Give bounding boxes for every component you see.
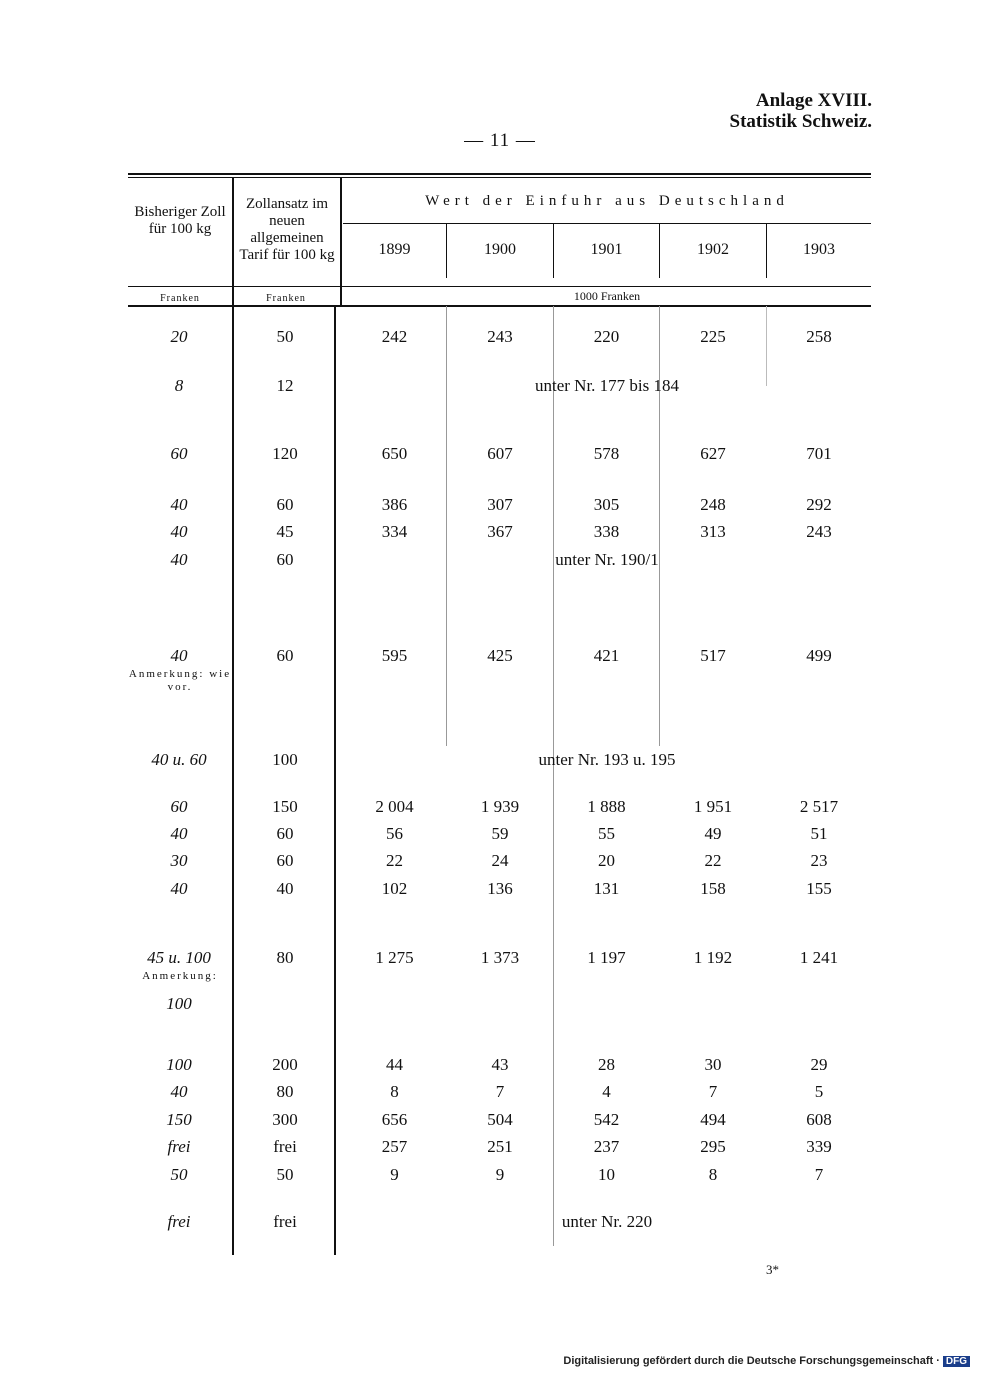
row-value-1900: 243: [487, 327, 513, 346]
row-value-1899: 386: [381, 495, 408, 514]
row-value-1899: 242: [381, 327, 408, 346]
row-old-duty: 60: [170, 444, 188, 463]
statistik-label: Statistik Schweiz.: [729, 111, 872, 132]
row-value-1901: 578: [593, 444, 620, 463]
row-new-duty: 50: [276, 1165, 294, 1184]
row-value-1903: 258: [806, 327, 832, 346]
page-number: — 11 —: [464, 130, 536, 151]
row-new-duty: 200: [272, 1055, 298, 1074]
year-header-rule: [343, 223, 871, 224]
row-value-1900: 307: [487, 495, 513, 514]
dfg-logo: DFG: [943, 1356, 970, 1367]
row-value-1899: 2 004: [375, 797, 414, 816]
row-value-1903: 499: [806, 646, 832, 665]
row-value-1902: 1 951: [693, 797, 733, 816]
row-value-1899: 44: [386, 1055, 403, 1074]
row-value-1903: 1 241: [799, 948, 839, 967]
row-value-1901: 4: [602, 1082, 611, 1101]
row-value-1900: 136: [487, 879, 513, 898]
row-value-1899: 8: [390, 1082, 399, 1101]
row-value-1902: 158: [700, 879, 726, 898]
row-new-duty: 150: [272, 797, 298, 816]
row-new-duty: 100: [272, 750, 298, 769]
row-value-1900: 607: [487, 444, 513, 463]
row-new-duty: 45: [276, 522, 294, 541]
row-value-1899: 334: [381, 522, 408, 541]
row-value-1899: 656: [381, 1110, 408, 1129]
row-value-1901: 55: [598, 824, 615, 843]
row-old-duty: 40: [170, 824, 188, 843]
footer: [563, 1355, 970, 1367]
year-1903: 1903: [803, 241, 835, 258]
row-value-1901: 237: [593, 1137, 620, 1156]
row-value-1900: 9: [495, 1165, 505, 1184]
row-span-reference: unter Nr. 220: [561, 1212, 653, 1231]
row-value-1902: 1 192: [693, 948, 733, 967]
row-old-duty: 40: [170, 646, 188, 665]
row-new-duty: 300: [272, 1110, 298, 1129]
row-value-1899: 257: [381, 1137, 408, 1156]
unit-col2: Franken: [266, 293, 306, 304]
row-value-1903: 2 517: [799, 797, 839, 816]
row-new-duty: 60: [276, 646, 294, 665]
row-value-1900: 367: [487, 522, 513, 541]
row-old-duty: frei: [167, 1137, 191, 1156]
row-old-duty: 100: [166, 1055, 192, 1074]
row-value-1901: 10: [598, 1165, 615, 1184]
row-span-reference: unter Nr. 190/1: [555, 550, 659, 569]
row-value-1899: 22: [386, 851, 403, 870]
row-new-duty: 60: [276, 851, 294, 870]
row-value-1899: 9: [390, 1165, 399, 1184]
row-new-duty: frei: [273, 1137, 297, 1156]
row-value-1900: 504: [487, 1110, 513, 1129]
unit-rule: [128, 286, 871, 287]
row-new-duty: 60: [276, 495, 294, 514]
row-value-1903: 29: [810, 1055, 828, 1074]
col-divider-2: [334, 306, 336, 1255]
row-new-duty: 120: [272, 444, 298, 463]
row-new-duty: 60: [276, 550, 294, 569]
table-top-rule: [128, 173, 871, 175]
row-value-1902: 8: [708, 1165, 718, 1184]
row-old-duty: 30: [170, 851, 188, 870]
row-span-reference: unter Nr. 193 u. 195: [538, 750, 676, 769]
row-old-duty: 60: [170, 797, 188, 816]
row-old-duty: 40: [170, 550, 188, 569]
row-note-value: 100: [166, 994, 192, 1013]
col-divider-2-top: [340, 178, 342, 306]
row-old-duty: 20: [170, 327, 188, 346]
year-1899: 1899: [378, 241, 411, 258]
row-note: Anmerkung:: [142, 970, 218, 982]
row-note: Anmerkung: wie vor.: [128, 668, 232, 693]
row-new-duty: 60: [276, 824, 294, 843]
row-value-1899: 650: [381, 444, 408, 463]
row-span-reference: unter Nr. 177 bis 184: [534, 376, 680, 395]
row-old-duty: 50: [170, 1165, 188, 1184]
row-value-1902: 49: [704, 824, 722, 843]
row-value-1901: 20: [598, 851, 615, 870]
row-value-1903: 608: [806, 1110, 832, 1129]
row-old-duty: frei: [167, 1212, 191, 1231]
row-value-1902: 225: [700, 327, 726, 346]
row-value-1901: 131: [593, 879, 620, 898]
row-value-1902: 295: [700, 1137, 726, 1156]
row-value-1903: 155: [806, 879, 832, 898]
col1-header: Bisheriger Zoll für 100 kg: [134, 204, 226, 237]
row-value-1901: 421: [593, 646, 620, 665]
row-new-duty: 12: [276, 376, 294, 395]
year-1902: 1902: [697, 241, 729, 258]
row-old-duty: 40: [170, 879, 188, 898]
row-new-duty: frei: [273, 1212, 297, 1231]
row-value-1900: 425: [487, 646, 513, 665]
row-value-1902: 7: [708, 1082, 718, 1101]
row-new-duty: 80: [276, 1082, 294, 1101]
row-new-duty: 40: [276, 879, 294, 898]
row-value-1899: 102: [381, 879, 408, 898]
table-top-rule-2: [128, 177, 871, 178]
row-value-1900: 59: [491, 824, 509, 843]
row-value-1902: 494: [700, 1110, 726, 1129]
row-value-1901: 28: [598, 1055, 615, 1074]
row-value-1903: 292: [806, 495, 832, 514]
col2-header: Zollansatz im neuen allgemeinen Tarif für 100 kg: [239, 196, 335, 263]
row-value-1901: 338: [593, 522, 620, 541]
row-old-duty: 150: [166, 1110, 192, 1129]
year-1901: 1901: [590, 241, 623, 258]
row-value-1900: 1 373: [480, 948, 520, 967]
row-value-1902: 30: [704, 1055, 722, 1074]
row-value-1901: 305: [593, 495, 620, 514]
row-old-duty: 40 u. 60: [151, 750, 207, 769]
row-value-1901: 1 888: [587, 797, 626, 816]
row-value-1902: 248: [700, 495, 726, 514]
row-value-1900: 7: [495, 1082, 505, 1101]
row-old-duty: 45 u. 100: [147, 948, 211, 967]
row-value-1902: 627: [700, 444, 726, 463]
anlage-label: Anlage XVIII.: [755, 90, 872, 111]
row-value-1899: 595: [381, 646, 408, 665]
row-value-1899: 1 275: [375, 948, 414, 967]
row-new-duty: 50: [276, 327, 294, 346]
row-old-duty: 8: [174, 376, 184, 395]
year-1900: 1900: [484, 241, 516, 258]
unit-col1: Franken: [160, 293, 200, 304]
row-value-1900: 251: [487, 1137, 513, 1156]
row-new-duty: 80: [276, 948, 294, 967]
row-value-1902: 313: [700, 522, 726, 541]
row-value-1901: 1 197: [587, 948, 626, 967]
row-value-1903: 7: [814, 1165, 824, 1184]
row-value-1899: 56: [386, 824, 403, 843]
row-value-1901: 542: [593, 1110, 620, 1129]
unit-values: 1000 Franken: [573, 289, 641, 303]
row-value-1903: 23: [810, 851, 828, 870]
row-old-duty: 40: [170, 1082, 188, 1101]
row-value-1902: 517: [700, 646, 726, 665]
value-header: Wert der Einfuhr aus Deutschland: [425, 193, 789, 209]
row-value-1903: 339: [806, 1137, 832, 1156]
page-mark: 3*: [766, 1262, 779, 1277]
row-value-1903: 701: [806, 444, 832, 463]
footer-text: Digitalisierung gefördert durch die Deutsche Forschungsgemeinschaft ·: [563, 1355, 940, 1367]
row-old-duty: 40: [170, 495, 188, 514]
row-value-1903: 243: [806, 522, 832, 541]
row-value-1900: 1 939: [480, 797, 520, 816]
row-value-1900: 43: [491, 1055, 509, 1074]
row-value-1901: 220: [593, 327, 620, 346]
row-value-1903: 5: [814, 1082, 824, 1101]
row-value-1902: 22: [704, 851, 722, 870]
col-divider-1: [232, 178, 234, 1255]
row-value-1900: 24: [491, 851, 509, 870]
row-value-1903: 51: [810, 824, 828, 843]
row-old-duty: 40: [170, 522, 188, 541]
